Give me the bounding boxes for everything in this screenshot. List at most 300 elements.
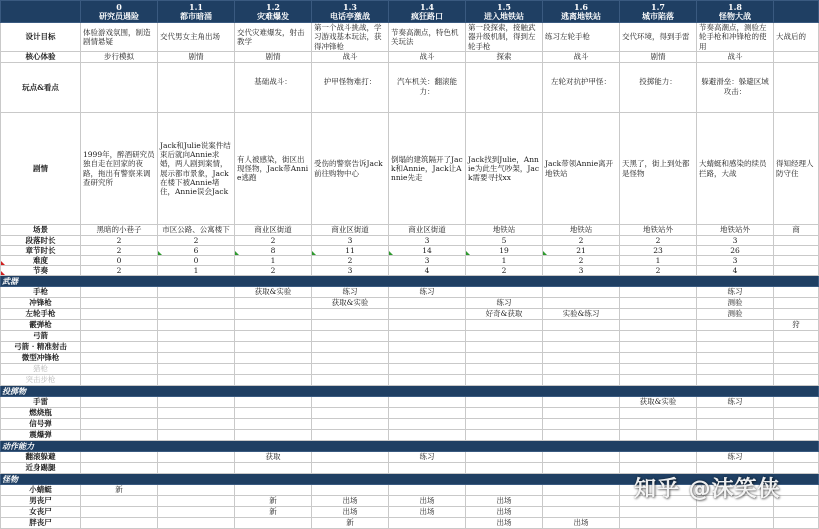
cell[interactable]: 战斗: [312, 52, 389, 63]
cell[interactable]: [158, 518, 235, 529]
section-title[interactable]: 怪物: [1, 474, 819, 485]
cell[interactable]: [389, 375, 466, 386]
cell[interactable]: 2: [81, 266, 158, 276]
cell[interactable]: 11: [312, 246, 389, 256]
cell[interactable]: [620, 419, 697, 430]
cell[interactable]: [81, 397, 158, 408]
cell[interactable]: 23: [620, 246, 697, 256]
cell[interactable]: [389, 463, 466, 474]
cell[interactable]: [389, 331, 466, 342]
cell[interactable]: 剧情: [158, 52, 235, 63]
cell[interactable]: 护甲怪物难打：: [312, 63, 389, 113]
cell[interactable]: 商: [774, 225, 819, 236]
cell[interactable]: 4: [697, 266, 774, 276]
cell[interactable]: [158, 320, 235, 331]
cell[interactable]: [774, 452, 819, 463]
row-label-cell[interactable]: 难度: [1, 256, 81, 266]
cell[interactable]: [774, 298, 819, 309]
cell[interactable]: 战斗: [543, 52, 620, 63]
cell[interactable]: [697, 342, 774, 353]
cell[interactable]: [697, 353, 774, 364]
item-label-cell[interactable]: 弓箭 · 精准射击: [1, 342, 81, 353]
cell[interactable]: [81, 518, 158, 529]
item-label-cell[interactable]: 手枪: [1, 287, 81, 298]
cell[interactable]: 天黑了，街上到处都是怪物: [620, 113, 697, 225]
cell[interactable]: [81, 287, 158, 298]
cell[interactable]: 左轮对抗护甲怪：: [543, 63, 620, 113]
cell[interactable]: [774, 419, 819, 430]
cell[interactable]: [235, 309, 312, 320]
item-label-cell[interactable]: 猎枪: [1, 364, 81, 375]
cell[interactable]: [543, 320, 620, 331]
cell[interactable]: [774, 430, 819, 441]
cell[interactable]: 练习: [466, 298, 543, 309]
cell[interactable]: [235, 397, 312, 408]
cell[interactable]: 躲避滑垒：躲避区域攻击：: [697, 63, 774, 113]
cell[interactable]: [774, 408, 819, 419]
cell[interactable]: 实验&练习: [543, 309, 620, 320]
stage-header-cell[interactable]: [389, 1, 466, 23]
row-label-cell[interactable]: 节奏: [1, 266, 81, 276]
cell[interactable]: [81, 63, 158, 113]
cell[interactable]: 4: [389, 266, 466, 276]
cell[interactable]: 1999年，醉酒研究员独自走在回家的夜路，拖出有警察来调查研究所: [81, 113, 158, 225]
cell[interactable]: [697, 331, 774, 342]
cell[interactable]: 体验游戏氛围，制造剧情悬疑: [81, 23, 158, 52]
cell[interactable]: 2: [543, 256, 620, 266]
item-label-cell[interactable]: 微型冲锋枪: [1, 353, 81, 364]
cell[interactable]: [697, 320, 774, 331]
cell[interactable]: [466, 331, 543, 342]
row-label-cell[interactable]: 设计目标: [1, 23, 81, 52]
cell[interactable]: [774, 507, 819, 518]
cell[interactable]: [620, 375, 697, 386]
cell[interactable]: [235, 320, 312, 331]
cell[interactable]: [466, 485, 543, 496]
cell[interactable]: 新: [235, 507, 312, 518]
cell[interactable]: [158, 331, 235, 342]
cell[interactable]: [697, 518, 774, 529]
cell[interactable]: [389, 298, 466, 309]
cell[interactable]: 战斗: [389, 52, 466, 63]
cell[interactable]: [158, 452, 235, 463]
cell[interactable]: [235, 430, 312, 441]
cell[interactable]: 获取: [235, 452, 312, 463]
cell[interactable]: [543, 364, 620, 375]
row-label-cell[interactable]: 玩点&看点: [1, 63, 81, 113]
cell[interactable]: 大战后的: [774, 23, 819, 52]
cell[interactable]: 8: [235, 246, 312, 256]
cell[interactable]: [774, 256, 819, 266]
cell[interactable]: [158, 496, 235, 507]
cell[interactable]: 2: [543, 236, 620, 246]
cell[interactable]: 出场: [312, 496, 389, 507]
cell[interactable]: 14: [389, 246, 466, 256]
cell[interactable]: [81, 452, 158, 463]
cell[interactable]: [466, 419, 543, 430]
cell[interactable]: 练习: [697, 397, 774, 408]
cell[interactable]: [81, 408, 158, 419]
cell[interactable]: 练习: [389, 452, 466, 463]
cell[interactable]: 地铁站外: [620, 225, 697, 236]
cell[interactable]: [312, 375, 389, 386]
item-label-cell[interactable]: 霰弹枪: [1, 320, 81, 331]
cell[interactable]: 出场: [312, 507, 389, 518]
cell[interactable]: 练习左轮手枪: [543, 23, 620, 52]
cell[interactable]: 0: [158, 256, 235, 266]
cell[interactable]: [81, 507, 158, 518]
cell[interactable]: 1: [235, 256, 312, 266]
stage-header-cell[interactable]: [620, 1, 697, 23]
item-label-cell[interactable]: 冲锋枪: [1, 298, 81, 309]
cell[interactable]: [158, 309, 235, 320]
cell[interactable]: [81, 419, 158, 430]
item-label-cell[interactable]: 手雷: [1, 397, 81, 408]
cell[interactable]: 2: [158, 236, 235, 246]
row-label-cell[interactable]: 核心体验: [1, 52, 81, 63]
cell[interactable]: 黑暗的小巷子: [81, 225, 158, 236]
item-label-cell[interactable]: 突击步枪: [1, 375, 81, 386]
stage-header-cell[interactable]: [543, 1, 620, 23]
cell[interactable]: [543, 331, 620, 342]
cell[interactable]: 新: [235, 496, 312, 507]
cell[interactable]: 3: [697, 256, 774, 266]
cell[interactable]: [312, 463, 389, 474]
cell[interactable]: [620, 331, 697, 342]
cell[interactable]: [158, 408, 235, 419]
item-label-cell[interactable]: 弓箭: [1, 331, 81, 342]
cell[interactable]: 2: [235, 236, 312, 246]
cell[interactable]: [235, 463, 312, 474]
item-label-cell[interactable]: 左轮手枪: [1, 309, 81, 320]
cell[interactable]: [235, 298, 312, 309]
cell[interactable]: [620, 353, 697, 364]
cell[interactable]: 出场: [389, 507, 466, 518]
cell[interactable]: 有人被感染，街区出现怪物，Jack带Annie逃跑: [235, 113, 312, 225]
cell[interactable]: 剧情: [235, 52, 312, 63]
cell[interactable]: [620, 287, 697, 298]
cell[interactable]: 交代灾难爆发，射击教学: [235, 23, 312, 52]
cell[interactable]: [389, 342, 466, 353]
cell[interactable]: 交代男女主角出场: [158, 23, 235, 52]
cell[interactable]: 26: [697, 246, 774, 256]
item-label-cell[interactable]: 震爆弹: [1, 430, 81, 441]
cell[interactable]: [543, 452, 620, 463]
cell[interactable]: [158, 375, 235, 386]
cell[interactable]: 得知经理人防守住: [774, 113, 819, 225]
cell[interactable]: [774, 518, 819, 529]
cell[interactable]: [543, 430, 620, 441]
cell[interactable]: 2: [466, 266, 543, 276]
cell[interactable]: [466, 320, 543, 331]
cell[interactable]: Jack带领Annie离开地铁站: [543, 113, 620, 225]
cell[interactable]: 19: [466, 246, 543, 256]
cell[interactable]: [235, 518, 312, 529]
cell[interactable]: 2: [81, 246, 158, 256]
cell[interactable]: 测验: [697, 309, 774, 320]
cell[interactable]: 3: [312, 236, 389, 246]
cell[interactable]: [389, 320, 466, 331]
cell[interactable]: 练习: [312, 287, 389, 298]
cell[interactable]: 好奇&获取: [466, 309, 543, 320]
cell[interactable]: 战斗: [697, 52, 774, 63]
cell[interactable]: 大蜻蜓和感染的续员拦路，大战: [697, 113, 774, 225]
cell[interactable]: 获取&实验: [312, 298, 389, 309]
cell[interactable]: 3: [312, 266, 389, 276]
cell[interactable]: 3: [697, 236, 774, 246]
cell[interactable]: [235, 364, 312, 375]
cell[interactable]: [389, 309, 466, 320]
cell[interactable]: [466, 364, 543, 375]
cell[interactable]: [466, 342, 543, 353]
cell[interactable]: 节奏高潮点，测验左轮手枪和冲锋枪的使用: [697, 23, 774, 52]
row-label-cell[interactable]: 场景: [1, 225, 81, 236]
cell[interactable]: 出场: [543, 518, 620, 529]
cell[interactable]: [389, 518, 466, 529]
cell[interactable]: [81, 496, 158, 507]
cell[interactable]: [466, 287, 543, 298]
cell[interactable]: 测验: [697, 298, 774, 309]
cell[interactable]: [466, 375, 543, 386]
cell[interactable]: 3: [389, 236, 466, 246]
cell[interactable]: 新: [312, 518, 389, 529]
cell[interactable]: [774, 236, 819, 246]
stage-header-cell[interactable]: [312, 1, 389, 23]
cell[interactable]: 商业区街道: [389, 225, 466, 236]
cell[interactable]: [543, 463, 620, 474]
cell[interactable]: 基础战斗：: [235, 63, 312, 113]
cell[interactable]: [312, 364, 389, 375]
section-title[interactable]: 武器: [1, 276, 819, 287]
cell[interactable]: [620, 452, 697, 463]
cell[interactable]: [466, 63, 543, 113]
cell[interactable]: 0: [81, 256, 158, 266]
cell[interactable]: [543, 342, 620, 353]
cell[interactable]: [389, 430, 466, 441]
cell[interactable]: [620, 342, 697, 353]
stage-header-cell[interactable]: [774, 1, 819, 23]
cell[interactable]: [158, 364, 235, 375]
item-label-cell[interactable]: 燃烧瓶: [1, 408, 81, 419]
cell[interactable]: [389, 419, 466, 430]
row-label-cell[interactable]: 章节时长: [1, 246, 81, 256]
cell[interactable]: [697, 507, 774, 518]
cell[interactable]: [389, 397, 466, 408]
cell[interactable]: 地铁站: [543, 225, 620, 236]
cell[interactable]: [620, 364, 697, 375]
cell[interactable]: [81, 463, 158, 474]
cell[interactable]: [158, 485, 235, 496]
cell[interactable]: [235, 419, 312, 430]
cell[interactable]: 1: [466, 256, 543, 266]
cell[interactable]: [312, 430, 389, 441]
cell[interactable]: 交代环境，得到手雷: [620, 23, 697, 52]
cell[interactable]: [158, 342, 235, 353]
cell[interactable]: [543, 507, 620, 518]
cell[interactable]: [620, 298, 697, 309]
cell[interactable]: [774, 246, 819, 256]
section-title[interactable]: 动作能力: [1, 441, 819, 452]
stage-header-cell[interactable]: [81, 1, 158, 23]
cell[interactable]: 地铁站: [466, 225, 543, 236]
cell[interactable]: 获取&实验: [235, 287, 312, 298]
cell[interactable]: [81, 298, 158, 309]
cell[interactable]: [466, 430, 543, 441]
cell[interactable]: [697, 375, 774, 386]
cell[interactable]: [774, 266, 819, 276]
item-label-cell[interactable]: 胖丧尸: [1, 518, 81, 529]
cell[interactable]: 剧情: [620, 52, 697, 63]
cell[interactable]: [774, 397, 819, 408]
cell[interactable]: [543, 397, 620, 408]
cell[interactable]: [697, 430, 774, 441]
cell[interactable]: [312, 419, 389, 430]
cell[interactable]: 第一段探索，接触武器升级机制，得到左轮手枪: [466, 23, 543, 52]
item-label-cell[interactable]: 女丧尸: [1, 507, 81, 518]
cell[interactable]: 商业区街道: [312, 225, 389, 236]
cell[interactable]: 出场: [466, 496, 543, 507]
cell[interactable]: 倒塌的建筑隔开了Jack和Annie，Jack让Annie先走: [389, 113, 466, 225]
cell[interactable]: [543, 496, 620, 507]
cell[interactable]: [620, 408, 697, 419]
cell[interactable]: [312, 485, 389, 496]
cell[interactable]: 探索: [466, 52, 543, 63]
cell[interactable]: [235, 353, 312, 364]
cell[interactable]: [81, 353, 158, 364]
cell[interactable]: [235, 485, 312, 496]
cell[interactable]: [158, 287, 235, 298]
row-label-cell[interactable]: 剧情: [1, 113, 81, 225]
cell[interactable]: 地铁站外: [697, 225, 774, 236]
cell[interactable]: [543, 287, 620, 298]
cell[interactable]: 2: [620, 236, 697, 246]
cell[interactable]: [81, 320, 158, 331]
cell[interactable]: 6: [158, 246, 235, 256]
cell[interactable]: [697, 364, 774, 375]
cell[interactable]: 出场: [389, 496, 466, 507]
cell[interactable]: [158, 419, 235, 430]
cell[interactable]: [774, 375, 819, 386]
cell[interactable]: [774, 364, 819, 375]
cell[interactable]: [543, 419, 620, 430]
cell[interactable]: [774, 52, 819, 63]
cell[interactable]: [620, 507, 697, 518]
cell[interactable]: [389, 353, 466, 364]
cell[interactable]: [81, 430, 158, 441]
stage-header-cell[interactable]: [466, 1, 543, 23]
cell[interactable]: [774, 331, 819, 342]
cell[interactable]: [235, 331, 312, 342]
cell[interactable]: [389, 408, 466, 419]
section-title[interactable]: 投掷物: [1, 386, 819, 397]
cell[interactable]: [235, 375, 312, 386]
cell[interactable]: [774, 287, 819, 298]
cell[interactable]: Jack找到Julie，Annie为此生气吵架，Jack需要寻找xx: [466, 113, 543, 225]
cell[interactable]: [466, 397, 543, 408]
cell[interactable]: [389, 364, 466, 375]
cell[interactable]: 2: [620, 266, 697, 276]
cell[interactable]: [466, 463, 543, 474]
cell[interactable]: 5: [466, 236, 543, 246]
item-label-cell[interactable]: 翻滚躲避: [1, 452, 81, 463]
cell[interactable]: 21: [543, 246, 620, 256]
cell[interactable]: 练习: [697, 287, 774, 298]
cell[interactable]: [774, 353, 819, 364]
cell[interactable]: [620, 309, 697, 320]
cell[interactable]: 获取&实验: [620, 397, 697, 408]
cell[interactable]: 步行模拟: [81, 52, 158, 63]
cell[interactable]: 汽车机关：翻滚能力：: [389, 63, 466, 113]
cell[interactable]: [466, 452, 543, 463]
item-label-cell[interactable]: 近身踢腿: [1, 463, 81, 474]
cell[interactable]: 练习: [697, 452, 774, 463]
cell[interactable]: [235, 408, 312, 419]
cell[interactable]: [81, 375, 158, 386]
cell[interactable]: 1: [620, 256, 697, 266]
cell[interactable]: [543, 375, 620, 386]
cell[interactable]: [697, 419, 774, 430]
cell[interactable]: [312, 408, 389, 419]
item-label-cell[interactable]: 男丧尸: [1, 496, 81, 507]
cell[interactable]: 3: [389, 256, 466, 266]
cell[interactable]: 2: [81, 236, 158, 246]
cell[interactable]: [620, 518, 697, 529]
cell[interactable]: [81, 331, 158, 342]
cell[interactable]: [620, 320, 697, 331]
cell[interactable]: 市区公路、公寓楼下: [158, 225, 235, 236]
cell[interactable]: [466, 353, 543, 364]
cell[interactable]: [543, 298, 620, 309]
cell[interactable]: [312, 342, 389, 353]
header-corner-cell[interactable]: [1, 1, 81, 23]
cell[interactable]: [81, 364, 158, 375]
cell[interactable]: [158, 63, 235, 113]
cell[interactable]: Jack和Julie说案件结束后就向Annie求婚，两人剧到案情，展示都市景象，Jack在楼下被Annie堵住，Annie误会Jack: [158, 113, 235, 225]
cell[interactable]: [158, 463, 235, 474]
cell[interactable]: [158, 298, 235, 309]
cell[interactable]: 练习: [389, 287, 466, 298]
cell[interactable]: [158, 397, 235, 408]
stage-header-cell[interactable]: [158, 1, 235, 23]
item-label-cell[interactable]: 信号弹: [1, 419, 81, 430]
cell[interactable]: 2: [235, 266, 312, 276]
cell[interactable]: 投掷能力：: [620, 63, 697, 113]
cell[interactable]: [312, 353, 389, 364]
cell[interactable]: [774, 63, 819, 113]
cell[interactable]: 出场: [466, 507, 543, 518]
cell[interactable]: [158, 353, 235, 364]
cell[interactable]: 商业区街道: [235, 225, 312, 236]
cell[interactable]: 节奏高潮点，特色机关玩法: [389, 23, 466, 52]
cell[interactable]: [81, 342, 158, 353]
cell[interactable]: [389, 485, 466, 496]
cell[interactable]: [312, 320, 389, 331]
row-label-cell[interactable]: 段落时长: [1, 236, 81, 246]
cell[interactable]: [543, 353, 620, 364]
cell[interactable]: [466, 408, 543, 419]
cell[interactable]: [697, 408, 774, 419]
cell[interactable]: [312, 452, 389, 463]
cell[interactable]: [543, 408, 620, 419]
cell[interactable]: [543, 485, 620, 496]
item-label-cell[interactable]: 小蜻蜓: [1, 485, 81, 496]
cell[interactable]: [312, 331, 389, 342]
cell[interactable]: 新: [81, 485, 158, 496]
cell[interactable]: [158, 507, 235, 518]
cell[interactable]: [774, 342, 819, 353]
cell[interactable]: 受伤的警察告诉Jack前往购物中心: [312, 113, 389, 225]
cell[interactable]: [774, 309, 819, 320]
